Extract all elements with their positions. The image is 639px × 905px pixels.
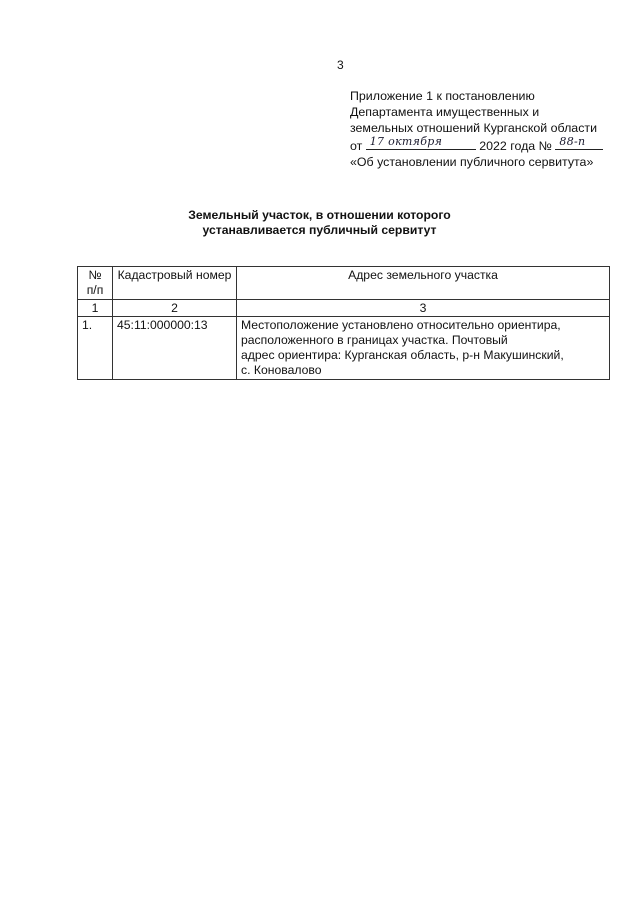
column-number-2: 2 xyxy=(113,300,237,317)
year-text: 2022 года № xyxy=(479,139,552,153)
table-header-row xyxy=(78,267,610,300)
document-title xyxy=(0,208,639,238)
column-number-row xyxy=(78,300,610,317)
address-line-1: Местоположение установлено относительно ориентира, xyxy=(241,318,561,332)
appendix-line-1: Приложение 1 к постановлению xyxy=(350,89,535,103)
title-line-2: устанавливается публичный сервитут xyxy=(202,223,437,237)
plot-address xyxy=(237,317,610,380)
number-field xyxy=(555,136,603,150)
appendix-line-3: земельных отношений Курганской области xyxy=(350,121,597,135)
date-field xyxy=(366,136,476,150)
page-number: 3 xyxy=(337,58,344,72)
header-cadastral: Кадастровый номер xyxy=(113,267,237,300)
land-plot-table xyxy=(77,266,610,380)
table-row xyxy=(78,317,610,380)
address-line-2: расположенного в границах участка. Почтовый xyxy=(241,333,508,347)
cadastral-number: 45:11:000000:13 xyxy=(113,317,237,380)
handwritten-date: 17 октября xyxy=(369,135,443,148)
appendix-line-date xyxy=(350,136,620,154)
row-number: 1. xyxy=(78,317,113,380)
address-line-3: адрес ориентира: Курганская область, р-н Макушинский, xyxy=(241,348,564,362)
header-address: Адрес земельного участка xyxy=(237,267,610,300)
address-line-4: с. Коновалово xyxy=(241,363,322,377)
handwritten-number: 88-п xyxy=(559,135,586,148)
column-number-3: 3 xyxy=(237,300,610,317)
header-number: № п/п xyxy=(78,267,113,300)
column-number-1: 1 xyxy=(78,300,113,317)
appendix-line-5: «Об установлении публичного сервитута» xyxy=(350,155,594,169)
title-line-1: Земельный участок, в отношении которого xyxy=(188,208,451,222)
appendix-block xyxy=(350,88,620,170)
date-prefix: от xyxy=(350,139,363,153)
appendix-line-2: Департамента имущественных и xyxy=(350,105,540,119)
